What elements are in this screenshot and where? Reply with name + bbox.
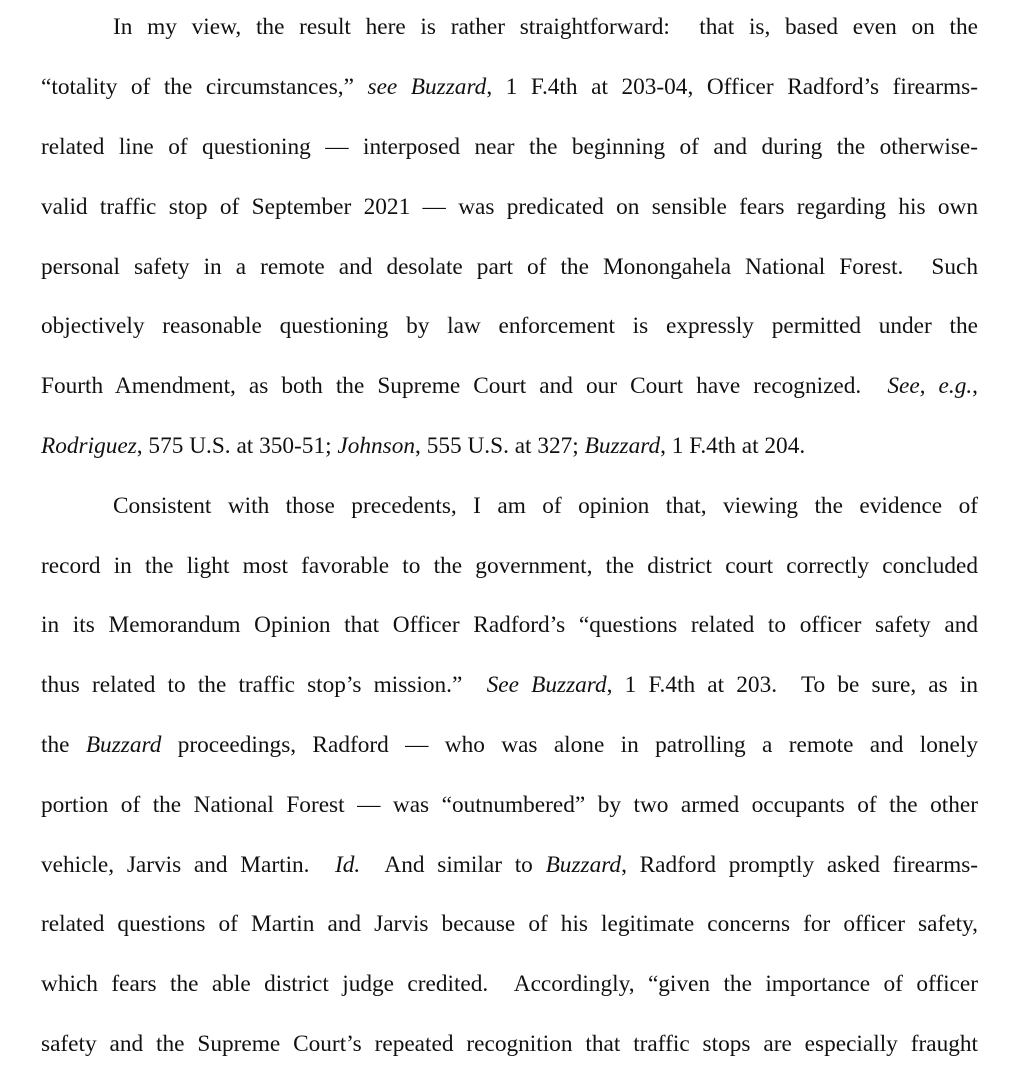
text-line (41, 909, 978, 939)
text-line (41, 850, 978, 880)
citation-italic: See Buzzard (486, 672, 607, 698)
text-run: which fears the able district judge credited. Accordingly, “given the importance of officer (41, 971, 978, 997)
text-run: , 1 F.4th at 203-04, Officer Radford’s firearms- (486, 74, 978, 100)
text-line (41, 670, 978, 700)
text-run: In my view, the result here is rather straightforward: that is, based even on the (113, 14, 978, 40)
text-run: portion of the National Forest — was “outnumbered” by two armed occupants of the other (41, 792, 978, 818)
text-run: the (41, 732, 86, 758)
text-run: vehicle, Jarvis and Martin. (41, 852, 335, 878)
text-run: proceedings, Radford — who was alone in patrolling a remote and lonely (161, 732, 978, 758)
text-run: And similar to (360, 852, 546, 878)
text-line (41, 969, 978, 999)
text-line (41, 790, 978, 820)
citation-italic: Rodriguez (41, 433, 137, 459)
text-line (41, 311, 978, 341)
text-run: , 1 F.4th at 204. (660, 433, 806, 459)
text-line (41, 252, 978, 282)
citation-italic: Buzzard (584, 433, 661, 459)
text-run: safety and the Supreme Court’s repeated recognition that traffic stops are especially fraught (41, 1031, 978, 1057)
text-line (41, 132, 978, 162)
text-run: , 555 U.S. at 327; (415, 433, 585, 459)
text-line (41, 551, 978, 581)
text-run: , 575 U.S. at 350-51; (136, 433, 338, 459)
text-run: objectively reasonable questioning by law enforcement is expressly permitted under the (41, 313, 978, 339)
citation-italic: Id. (334, 852, 361, 878)
text-line (41, 730, 978, 760)
citation-italic: Buzzard (545, 852, 622, 878)
text-run: , Radford promptly asked firearms- (621, 852, 979, 878)
text-run: record in the light most favorable to the government, the district court correctly concluded (41, 553, 978, 579)
text-line (41, 192, 978, 222)
citation-italic: Johnson (337, 433, 416, 459)
text-line (113, 491, 978, 521)
text-line (41, 72, 978, 102)
text-line (41, 431, 978, 461)
citation-italic: Buzzard (85, 732, 162, 758)
citation-italic: See, e.g. (887, 373, 973, 399)
citation-italic: see Buzzard (367, 74, 487, 100)
text-run: valid traffic stop of September 2021 — was predicated on sensible fears regarding his own (41, 194, 978, 220)
text-run: “totality of the circumstances,” (41, 74, 368, 100)
text-run: thus related to the traffic stop’s mission.” (41, 672, 487, 698)
text-line (41, 1029, 978, 1059)
text-run: in its Memorandum Opinion that Officer Radford’s “questions related to officer safety and (41, 612, 978, 638)
text-run: personal safety in a remote and desolate part of the Monongahela National Forest. Such (41, 254, 978, 280)
text-run: Consistent with those precedents, I am of opinion that, viewing the evidence of (113, 493, 978, 519)
text-run: related line of questioning — interposed near the beginning of and during the otherwise- (41, 134, 978, 160)
text-line (41, 371, 978, 401)
text-line (113, 12, 978, 42)
text-run: related questions of Martin and Jarvis because of his legitimate concerns for officer safety, (41, 911, 978, 937)
text-line (41, 610, 978, 640)
text-run: Fourth Amendment, as both the Supreme Court and our Court have recognized. (41, 373, 888, 399)
text-run: , 1 F.4th at 203. To be sure, as in (606, 672, 979, 698)
text-run: , (972, 373, 978, 399)
